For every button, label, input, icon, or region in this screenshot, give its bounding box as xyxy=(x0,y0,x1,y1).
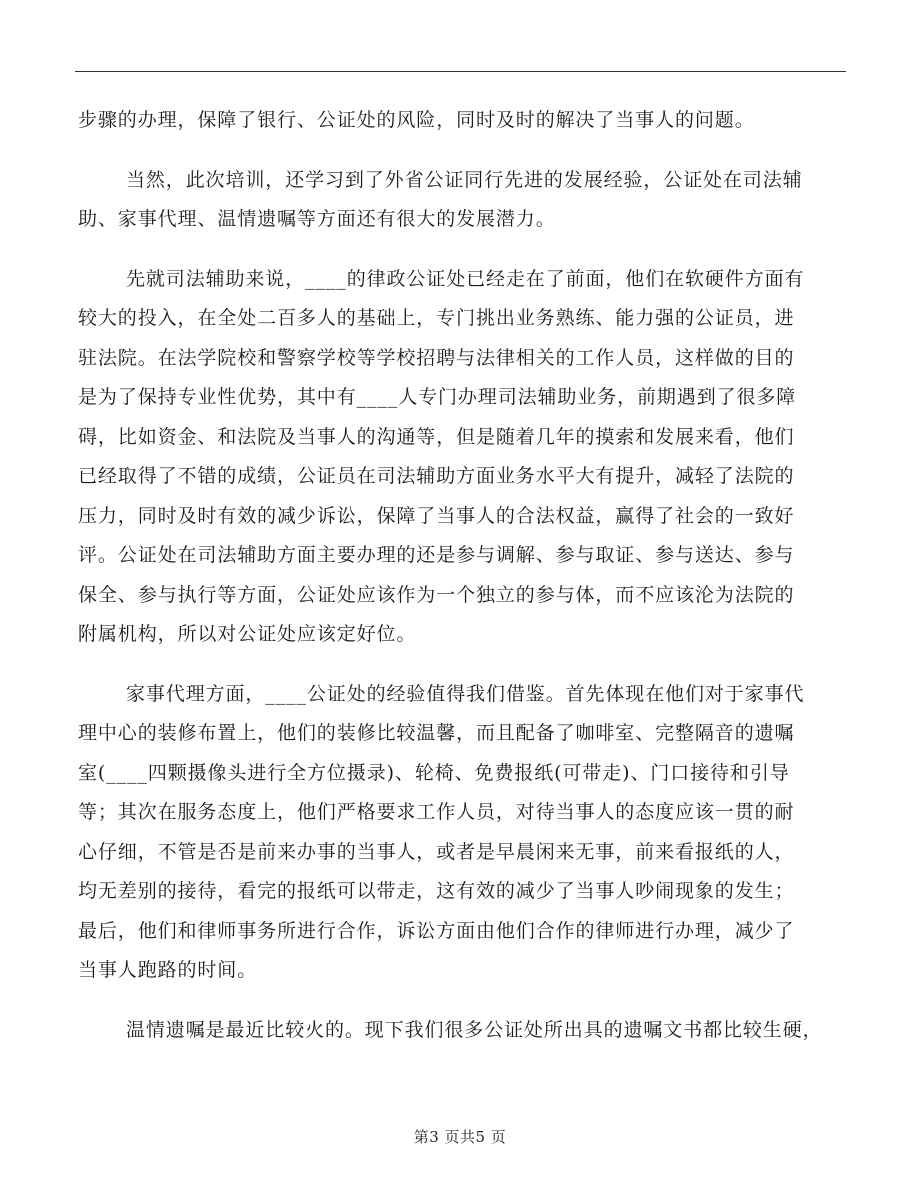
text-line: 温情遗嘱是最近比较火的。现下我们很多公证处所出具的遗嘱文书都比较生硬， xyxy=(126,1018,823,1041)
text-line: 助、家事代理、温情遗嘱等方面还有很大的发展潜力。 xyxy=(78,208,556,230)
text-line: 附属机构，所以对公证处应该定好位。 xyxy=(78,623,417,645)
text-line: 家事代理方面，____公证处的经验值得我们借鉴。首先体现在他们对于家事代 xyxy=(126,682,805,705)
text-line: 最后，他们和律师事务所进行合作，诉讼方面由他们合作的律师进行办理，减少了 xyxy=(78,919,795,942)
text-line: 是为了保持专业性优势，其中有____人专门办理司法辅助业务，前期遇到了很多障 xyxy=(78,386,797,408)
text-line: 理中心的装修布置上，他们的装修比较温馨，而且配备了咖啡室、完整隔音的遗嘱 xyxy=(78,722,795,744)
text-line: 较大的投入，在全处二百多人的基础上，专门挑出业务熟练、能力强的公证员，进 xyxy=(78,307,795,329)
page-number-footer: 第3 页共5 页 xyxy=(413,1128,507,1146)
paragraph-gap xyxy=(78,240,846,260)
text-line: 驻法院。在法学院校和警察学校等学校招聘与法律相关的工作人员，这样做的目的 xyxy=(78,346,795,369)
text-line: 心仔细，不管是否是前来办事的当事人，或者是早晨闲来无事，前来看报纸的人， xyxy=(78,840,795,863)
text-line: 压力，同时及时有效的减少诉讼，保障了当事人的合法权益，赢得了社会的一致好 xyxy=(78,504,795,527)
text-line: 当然，此次培训，还学习到了外省公证同行先进的发展经验，公证处在司法辅 xyxy=(126,168,803,191)
text-line: 均无差别的接待，看完的报纸可以带走，这有效的减少了当事人吵闹现象的发生； xyxy=(78,880,795,902)
text-line: 先就司法辅助来说，____的律政公证处已经走在了前面，他们在软硬件方面有 xyxy=(126,267,805,290)
document-body xyxy=(78,101,846,1050)
text-line: 当事人跑路的时间。 xyxy=(78,959,258,981)
text-line: 已经取得了不错的成绩，公证员在司法辅助方面业务水平大有提升，减轻了法院的 xyxy=(78,465,795,487)
text-line: 步骤的办理，保障了银行、公证处的风险，同时及时的解决了当事人的问题。 xyxy=(78,109,755,131)
text-line: 保全、参与执行等方面，公证处应该作为一个独立的参与体，而不应该沦为法院的 xyxy=(78,583,795,606)
text-line: 碍，比如资金、和法院及当事人的沟通等，但是随着几年的摸索和发展来看，他们 xyxy=(78,425,795,448)
header-rule xyxy=(75,71,846,72)
paragraph-gap xyxy=(78,655,846,675)
text-line: 室(____四颗摄像头进行全方位摄录)、轮椅、免费报纸(可带走)、门口接待和引导 xyxy=(78,761,790,784)
text-line: 评。公证处在司法辅助方面主要办理的还是参与调解、参与取证、参与送达、参与 xyxy=(78,544,795,566)
paragraph-gap xyxy=(78,141,846,161)
text-line: 等；其次在服务态度上，他们严格要求工作人员，对待当事人的态度应该一贯的耐 xyxy=(78,801,795,823)
paragraph-gap xyxy=(78,991,846,1011)
